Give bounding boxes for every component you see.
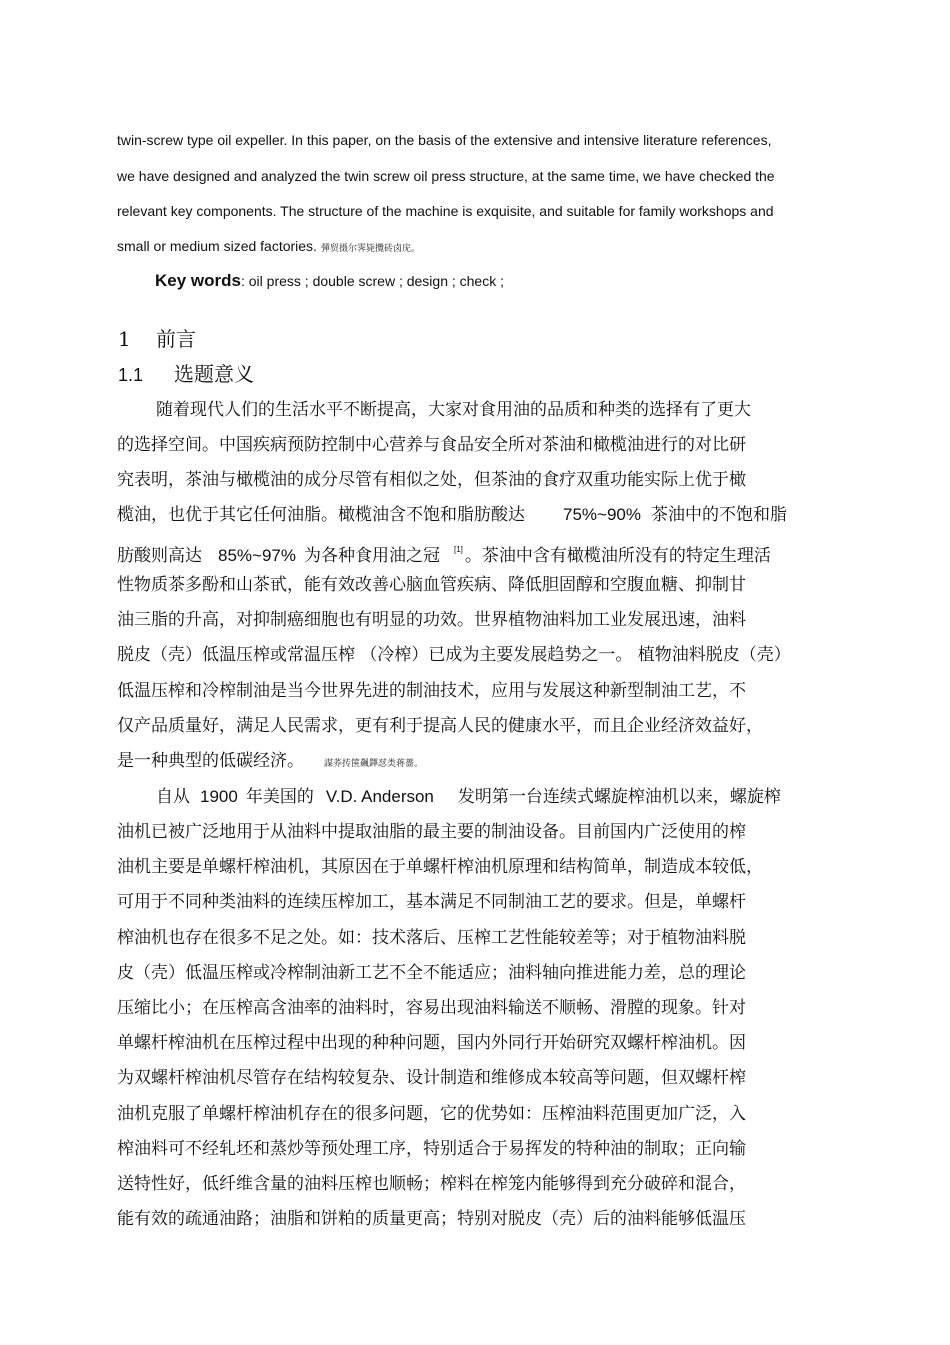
section-heading-1: [118, 327, 196, 351]
olive-oil-percent: 75%~90%: [563, 505, 641, 524]
para1-line-5: [117, 539, 771, 567]
para1-line-6: 性物质茶多酚和山茶甙，能有效改善心脑血管疾病、降低胆固醇和空腹血糖、抑制甘: [117, 575, 746, 595]
para1-line-1: 随着现代人们的生活水平不断提高，大家对食用油的品质和种类的选择有了更大: [156, 400, 751, 420]
para1-line-5-c: 为各种食用油之冠: [303, 546, 440, 566]
keywords-line: [155, 270, 504, 292]
para2-line-11: 榨油料可不经轧坯和蒸炒等预处理工序，特别适合于易挥发的特种油的制取；正向输: [117, 1139, 746, 1159]
para1-line-2: 的选择空间。中国疾病预防控制中心营养与食品安全所对茶油和橄榄油进行的对比研: [117, 435, 746, 455]
para2-line-1-c: 年美国的: [245, 787, 314, 807]
inventor-name: V.D. Anderson: [325, 787, 434, 806]
para1-line-4: [117, 504, 787, 526]
para1-line-5-d: 。茶油中含有橄榄油所没有的特定生理活: [464, 546, 771, 566]
para2-line-2: 油机已被广泛地用于从油料中提取油脂的最主要的制油设备。目前国内广泛使用的榨: [117, 822, 746, 842]
para2-line-4: 可用于不同种类油料的连续压榨加工，基本满足不同制油工艺的要求。但是，单螺杆: [117, 892, 746, 912]
keywords-separator: :: [240, 273, 245, 289]
para2-line-12: 送特性好，低纤维含量的油料压榨也顺畅；榨料在榨笼内能够得到充分破碎和混合，: [117, 1174, 746, 1194]
para2-line-1-a: 自从: [156, 787, 190, 807]
para1-line-11-text: 是一种典型的低碳经济。: [117, 751, 304, 771]
para1-tail-mark: 謀荞抟箧飆鐸怼类蒋薔。: [324, 759, 424, 769]
para1-line-11: [117, 750, 423, 775]
abstract-line-1: twin-screw type oil expeller. In this paper, on the basis of the extensive and intensive literature references,: [117, 132, 772, 148]
keywords-text: oil press ; double screw ; design ; check ;: [244, 273, 504, 289]
year-1900: 1900: [200, 787, 238, 806]
para2-line-1-e: 发明第一台连续式螺旋榨油机以来，螺旋榨: [457, 787, 781, 807]
para1-line-5-a: 肪酸则高达: [117, 546, 202, 566]
abstract-line-3: relevant key components. The structure of the machine is exquisite, and suitable for family workshops and: [117, 203, 774, 219]
para1-line-10: 仅产品质量好，满足人民需求，更有利于提高人民的健康水平，而且企业经济效益好，: [117, 716, 763, 736]
section-title: 前言: [156, 327, 196, 351]
para2-line-9: 为双螺杆榨油机尽管存在结构较复杂、设计制造和维修成本较高等问题，但双螺杆榨: [117, 1068, 746, 1088]
abstract-tail-mark: 彈贸摄尔霁毙攬砖卤庑。: [320, 244, 420, 254]
para2-line-3: 油机主要是单螺杆榨油机，其原因在于单螺杆榨油机原理和结构简单，制造成本较低，: [117, 857, 763, 877]
tea-oil-percent: 85%~97%: [218, 546, 296, 565]
citation-ref: [1]: [453, 545, 463, 554]
para1-line-4-c: 茶油中的不饱和脂: [650, 505, 787, 525]
para2-line-8: 单螺杆榨油机在压榨过程中出现的种种问题，国内外同行开始研究双螺杆榨油机。因: [117, 1033, 746, 1053]
para1-line-7: 油三脂的升高，对抑制癌细胞也有明显的功效。世界植物油料加工业发展迅速，油料: [117, 610, 746, 630]
para2-line-1: [156, 786, 781, 808]
abstract-line-4: [117, 237, 420, 258]
subsection-heading-1-1: [118, 362, 254, 387]
para2-line-13: 能有效的疏通油路；油脂和饼粕的质量更高；特别对脱皮（壳）后的油料能够低温压: [117, 1209, 746, 1229]
para1-line-4-a: 榄油，也优于其它任何油脂。橄榄油含不饱和脂肪酸达: [117, 505, 525, 525]
para2-line-10: 油机克服了单螺杆榨油机存在的很多问题，它的优势如：压榨油料范围更加广泛，入: [117, 1104, 746, 1124]
para1-line-3: 究表明，茶油与橄榄油的成分尽管有相似之处，但茶油的食疗双重功能实际上优于橄: [117, 470, 746, 490]
para1-line-9: 低温压榨和冷榨制油是当今世界先进的制油技术，应用与发展这种新型制油工艺，不: [117, 681, 746, 701]
keywords-label: Key words: [155, 271, 241, 290]
para2-line-6: 皮（壳）低温压榨或冷榨制油新工艺不全不能适应；油料轴向推进能力差，总的理论: [117, 963, 746, 983]
section-number: 1: [118, 327, 131, 351]
para2-line-5: 榨油机也存在很多不足之处。如：技术落后、压榨工艺性能较差等；对于植物油料脱: [117, 928, 746, 948]
para2-line-7: 压缩比小；在压榨高含油率的油料时，容易出现油料输送不顺畅、滑膛的现象。针对: [117, 998, 746, 1018]
subsection-title: 选题意义: [174, 362, 254, 386]
para1-line-8: 脱皮（壳）低温压榨或常温压榨 （冷榨）已成为主要发展趋势之一。 植物油料脱皮（壳）: [117, 645, 791, 665]
abstract-line-2: we have designed and analyzed the twin screw oil press structure, at the same time, we have checked the: [117, 168, 775, 184]
subsection-number: 1.1: [118, 365, 144, 385]
abstract-line-4-text: small or medium sized factories.: [117, 238, 317, 254]
